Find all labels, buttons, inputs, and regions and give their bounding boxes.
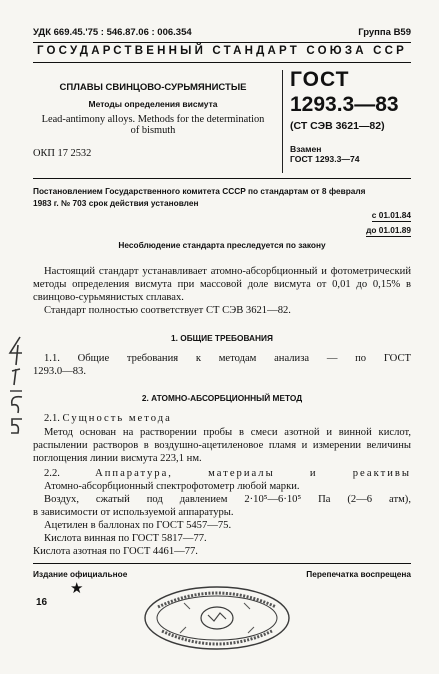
decree-line2: 1983 г. № 703 срок действия установлен [33,198,199,208]
top-rule [33,42,411,43]
item-tartaric-acid: Кислота винная по ГОСТ 5817—77. [44,533,207,544]
section2-heading: 2. АТОМНО-АБСОРБЦИОННЫЙ МЕТОД [141,393,303,403]
item-compressed-air-cont: в зависимости от используемой аппаратуры. [33,507,234,518]
english-title-line1: Lead-antimony alloys. Methods for the determination [41,114,265,125]
section2-2-title-reagents: реактивы [352,468,411,479]
section2-1-number: 2.1. [44,413,60,424]
section2-2-title-materials: материалы [208,468,275,479]
title-left-column [33,72,273,159]
group-code: Группа В59 [358,27,411,38]
section2-1-title: Сущность метода [62,413,172,424]
title-right-column [290,68,415,164]
item-compressed-air: Воздух, сжатый под давлением 2·10⁵—6·10⁵ Па (2—6 атм), [44,494,411,505]
section2-1-heading [44,412,172,425]
effective-to: до 01.01.89 [366,225,411,235]
banner-rule [33,62,411,63]
decree-line1: Постановлением Государственного комитета СССР по стандартам от 8 февраля [33,186,366,196]
section1-heading: 1. ОБЩИЕ ТРЕБОВАНИЯ [171,333,273,343]
section2-2-title-and: и [309,468,318,479]
effective-from: с 01.01.84 [371,210,411,220]
gost-number: 1293.3—83 [290,93,399,116]
item-spectrophotometer: Атомно-абсорбционный спектрофотометр любой марки. [44,481,300,492]
reprint-prohibited: Перепечатка воспрещена [306,569,411,579]
english-title-line2: of bismuth [130,125,176,136]
item-nitric-acid: Кислота азотная по ГОСТ 4461—77. [33,546,198,557]
section2-1-text: Метод основан на растворении пробы в смеси азотной и винной кислот, распылении растворов в воздушно-ацетиленовое пламя и измерении величины поглощения линии висмута 223,1 нм. [33,427,411,464]
replaces-value: ГОСТ 1293.3—74 [290,154,360,164]
handwritten-margin-note-icon [2,333,28,443]
official-edition: Издание официальное [33,569,128,579]
section1-item-1-1: 1.1. Общие требования к методам анализа — по ГОСТ [44,353,411,364]
section2-2-heading [44,467,411,480]
intro-paragraph: Настоящий стандарт устанавливает атомно-абсорбционный и фотометрический методы определения висмута при массовой доле висмута от 0,01 до 0,15% в свинцово-сурьмянистых сплавах. [33,266,411,303]
law-notice: Несоблюдение стандарта преследуется по закону [118,240,326,250]
section1-item-1-1-ref: 1293.0—83. [33,366,86,377]
gost-label: ГОСТ [290,68,350,91]
st-sev-number: (СТ СЭВ 3621—82) [290,120,385,132]
udk-code: УДК 669.45.'75 : 546.87.06 : 006.354 [33,27,192,38]
document-title: СПЛАВЫ СВИНЦОВО-СУРЬМЯНИСТЫЕ [59,82,247,93]
standard-banner: ГОСУДАРСТВЕННЫЙ СТАНДАРТ СОЮЗА ССР [36,45,408,57]
intro-compliance: Стандарт полностью соответствует СТ СЭВ 3621—82. [44,305,291,316]
title-bottom-rule [33,178,411,179]
page-number: 16 [36,597,48,608]
star-icon: ★ [70,581,84,597]
section2-2-title-apparatus: Аппаратура, [95,468,173,479]
item-acetylene: Ацетилен в баллонах по ГОСТ 5457—75. [44,520,232,531]
okp-code: ОКП 17 2532 [33,148,92,159]
document-subtitle: Методы определения висмута [88,99,218,109]
footer-rule [33,563,411,564]
library-stamp-icon [140,583,295,658]
title-divider [282,70,283,173]
section2-2-number: 2.2. [44,468,60,479]
replaces-label: Взамен [290,144,322,154]
